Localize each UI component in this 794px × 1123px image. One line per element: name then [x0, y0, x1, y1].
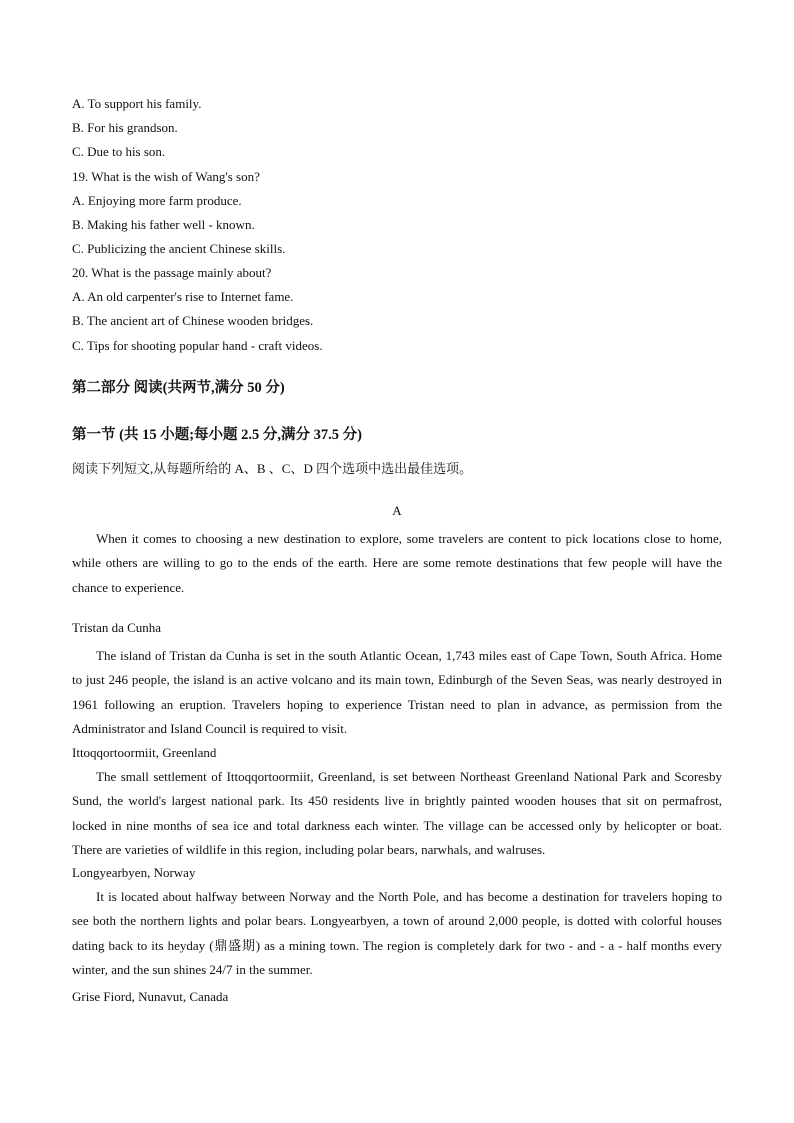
q19-stem: 19. What is the wish of Wang's son? — [72, 169, 260, 184]
passage-intro: When it comes to choosing a new destination to explore, some travelers are content to pick locations close to home, while others are willing to go to the ends of the earth. Here are some remote destinations that few people will have the chance to experience. — [72, 531, 722, 595]
q19-option-a: A. Enjoying more farm produce. — [72, 193, 242, 208]
place-title-longyearbyen: Longyearbyen, Norway — [72, 865, 196, 880]
q20-option-c: C. Tips for shooting popular hand - craft videos. — [72, 338, 323, 353]
place-text-ittoqqortoormiit: The small settlement of Ittoqqortoormiit, Greenland, is set between Northeast Greenland National Park and Scoresby Sund, the world's largest national park. Its 450 residents live in brightly painted wooden houses that sit on permafrost, locked in nine months of sea ice and total darkness each winter. The village can be accessed only by helicopter or boat. There are varieties of wildlife in this region, including polar bears, narwhals, and walruses. — [72, 769, 722, 857]
place-text-tristan: The island of Tristan da Cunha is set in the south Atlantic Ocean, 1,743 miles east of Cape Town, South Africa. Home to just 246 people, the island is an active volcano and its main town, Edinburgh of the Seven Seas, was nearly destroyed in 1961 following an eruption. Travelers hoping to experience Tristan need to plan in advance, as permission from the Administrator and Island Council is required to visit. — [72, 648, 722, 736]
passage-label: A — [392, 503, 402, 518]
place-title-tristan: Tristan da Cunha — [72, 620, 162, 635]
q20-option-a: A. An old carpenter's rise to Internet fame. — [72, 289, 294, 304]
q20-option-b: B. The ancient art of Chinese wooden bridges. — [72, 313, 314, 328]
place-title-ittoqqortoormiit: Ittoqqortoormiit, Greenland — [72, 745, 217, 760]
place-text-longyearbyen: It is located about halfway between Norway and the North Pole, and has become a destination for travelers hoping to see both the northern lights and polar bears. Longyearbyen, a town of around 2,000 people, is dotted with colorful houses dating back to its heyday (鼎盛期) as a mining town. The region is completely dark for two - and - a - half months every winter, and the sun shines 24/7 in the summer. — [72, 889, 722, 977]
section1-heading: 第一节 (共 15 小题;每小题 2.5 分,满分 37.5 分) — [72, 427, 362, 443]
place-title-grise-fiord: Grise Fiord, Nunavut, Canada — [72, 989, 229, 1004]
part2-heading: 第二部分 阅读(共两节,满分 50 分) — [72, 380, 285, 396]
q19-option-c: C. Publicizing the ancient Chinese skills. — [72, 241, 286, 256]
q20-stem: 20. What is the passage mainly about? — [72, 265, 272, 280]
q19-option-b: B. Making his father well - known. — [72, 217, 255, 232]
q18-option-c: C. Due to his son. — [72, 144, 166, 159]
instruction: 阅读下列短文,从每题所给的 A、B 、C、D 四个选项中选出最佳选项。 — [72, 461, 473, 476]
q18-option-b: B. For his grandson. — [72, 120, 178, 135]
q18-option-a: A. To support his family. — [72, 96, 202, 111]
